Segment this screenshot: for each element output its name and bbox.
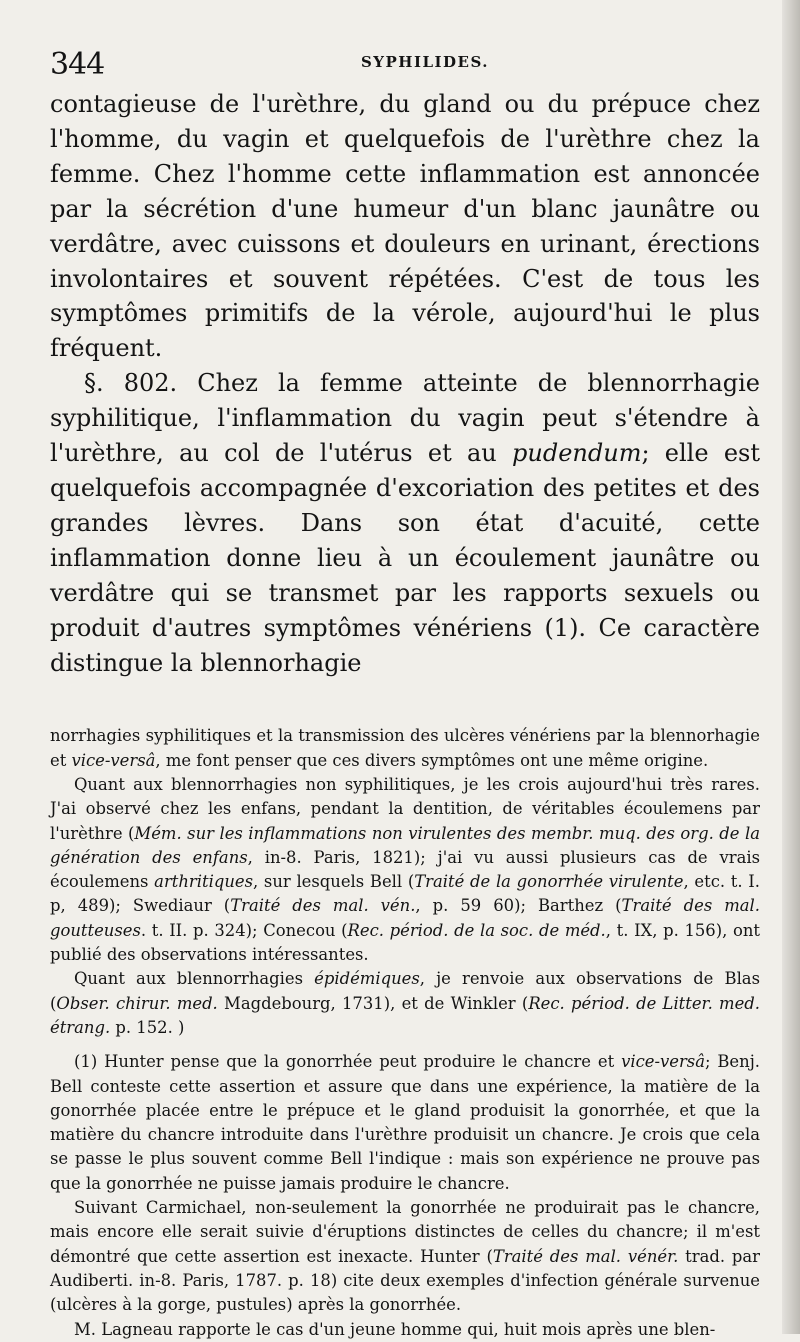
footnote-continuation: norrhagies syphilitiques et la transmission des ulcères vénériens par la blennorhagie et vice-versâ, me font penser que ces divers symptômes ont une même origine. [50,726,760,770]
footnote-1-hunter: (1) Hunter pense que la gonorrhée peut produire le chancre et vice-versâ; Benj. Bell conteste cette assertion et assure que dans une expérience, la matière de la gonorrhée placée entre le prépuce et le gland produisit la gonorrhée, et que la matière du chancre introduite dans l'urèthre produisit un chancre. Je crois que cela se passe le plus souvent comme Bell l'indique : mais son expérience ne prouve pas que la gonorrhée ne puisse jamais produire le chancre. [50,1052,760,1193]
body-paragraph-1: contagieuse de l'urèthre, du gland ou du prépuce chez l'homme, du vagin et quelquefois de l'urèthre chez la femme. Chez l'homme cette inflammation est annoncée par la sécrétion d'une humeur d'un blanc jaunâtre ou verdâtre, avec cuissons et douleurs en urinant, érections involontaires et souvent répétées. C'est de tous les symptômes primitifs de la vérole, aujourd'hui le plus fréquent. [50,90,760,363]
main-text [50,87,760,680]
page-edge-shadow [782,0,800,1334]
running-title: SYPHILIDES. [360,53,490,71]
footnote-paragraph-non-syphilitic: Quant aux blennorrhagies non syphilitiques, je les crois aujourd'hui très rares. J'ai observé chez les enfans, pendant la dentition, de véritables écoulemens par l'urèthre (Mém. sur les inflammations non virulentes des membr. muq. des org. de la génération des enfans, in-8. Paris, 1821); j'ai vu aussi plusieurs cas de vrais écoulemens arthritiques, sur lesquels Bell (Traité de la gonorrhée virulente, etc. t. I. p, 489); Swediaur (Traité des mal. vén., p. 59 60); Barthez (Traité des mal. goutteuses. t. II. p. 324); Conecou (Rec. périod. de la soc. de méd., t. IX, p. 156), ont publié des observations intéressantes. [50,775,761,965]
footnote-1-lagneau: M. Lagneau rapporte le cas d'un jeune homme qui, huit mois après une blen- [74,1319,716,1339]
page-number: 344 [50,47,105,82]
body-paragraph-2: §. 802. Chez la femme atteinte de blennorrhagie syphilitique, l'inflammation du vagin peut s'étendre à l'urèthre, au col de l'utérus et au pudendum; elle est quelquefois accompagnée d'excoriation des petites et des grandes lèvres. Dans son état d'acuité, cette inflammation donne lieu à un écoulement jaunâtre ou verdâtre qui se transmet par les rapports sexuels ou produit d'autres symptômes vénériens (1). Ce caractère distingue la blennorhagie [50,369,760,677]
book-page [50,45,760,1342]
footnotes [50,724,760,1341]
page-header [50,45,760,85]
footnote-1-carmichael: Suivant Carmichael, non-seulement la gonorrhée ne produirait pas le chancre, mais encore elle serait suivie d'éruptions distinctes de celles du chancre; il m'est démontré que cette assertion est inexacte. Hunter (Traité des mal. vénér. trad. par Audiberti. in-8. Paris, 1787. p. 18) cite deux exemples d'infection générale survenue (ulcères à la gorge, pustules) après la gonorrhée. [50,1198,761,1315]
footnote-paragraph-epidemic: Quant aux blennorrhagies épidémiques, je renvoie aux observations de Blas (Obser. chirur. med. Magdebourg, 1731), et de Winkler (Rec. périod. de Litter. med. étrang. p. 152. ) [50,969,761,1037]
